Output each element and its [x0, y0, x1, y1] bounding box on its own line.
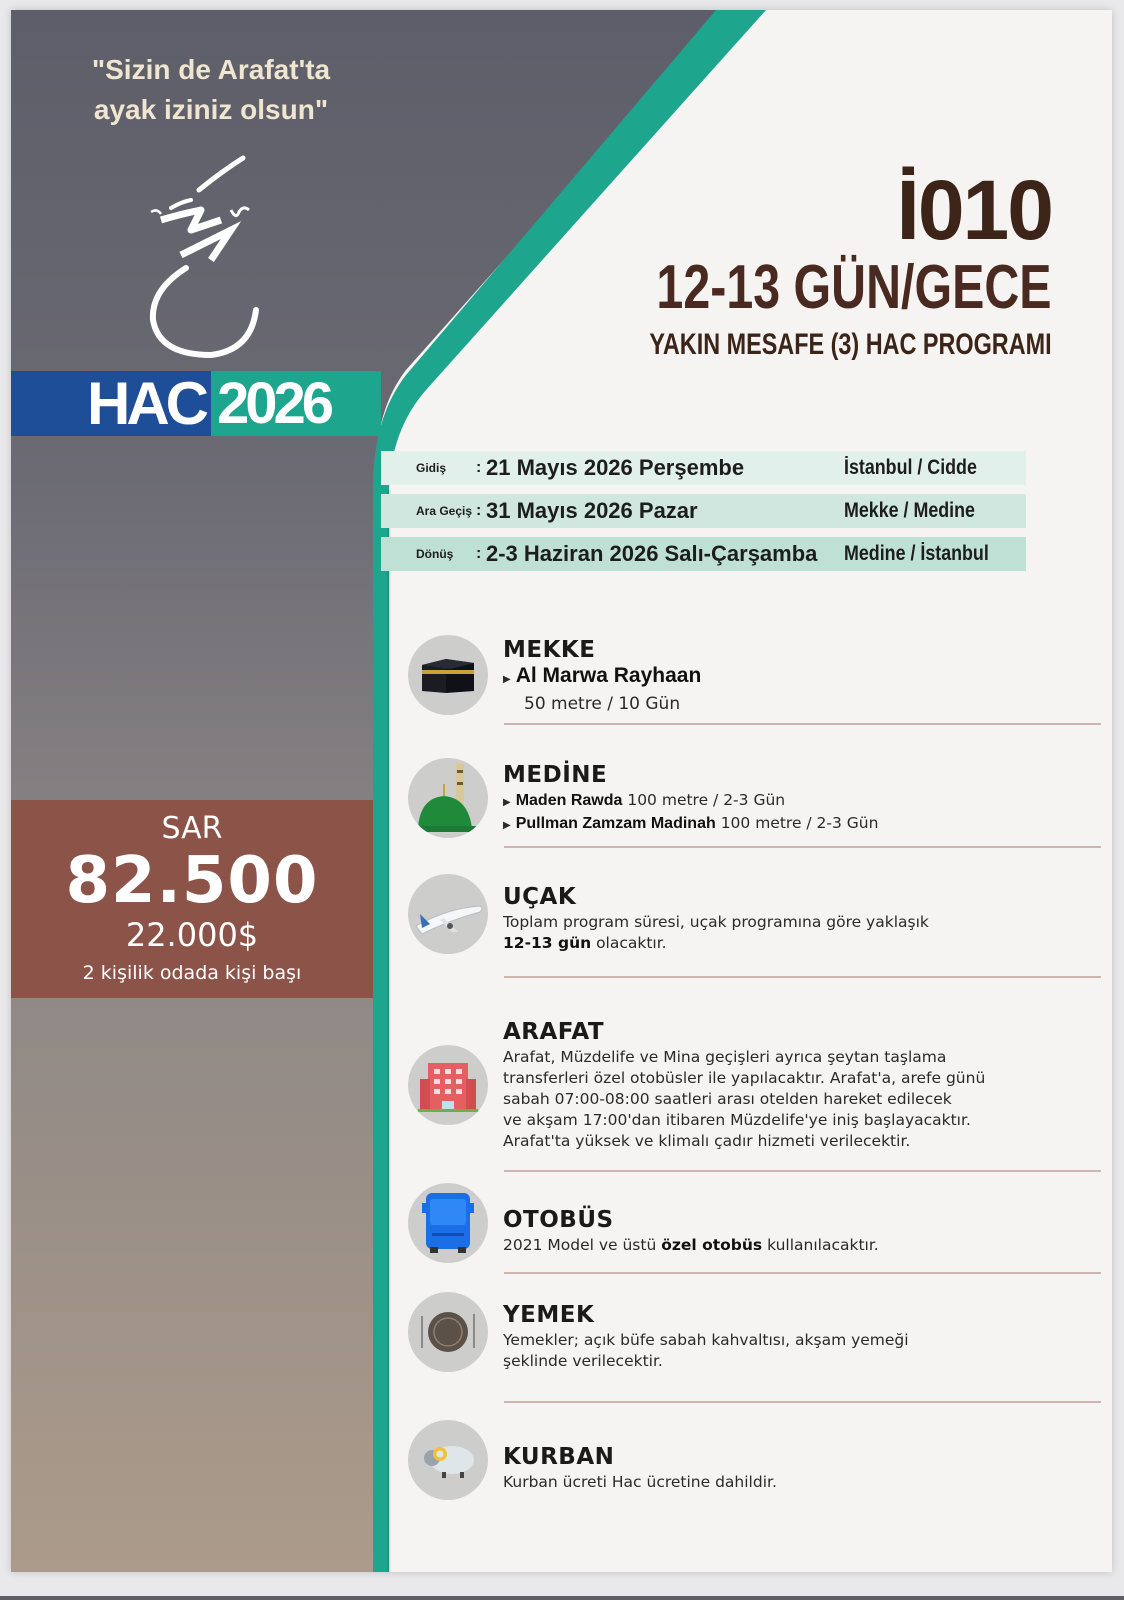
slogan-line-2: ayak iziniz olsun" [93, 94, 329, 125]
divider [504, 723, 1101, 725]
flight-schedule [381, 451, 1026, 580]
feature-title: ARAFAT [503, 1019, 605, 1045]
airplane-icon [408, 874, 488, 954]
description-line: transferleri özel otobüsler ile yapılacaktır. Arafat'a, arefe günü [503, 1069, 986, 1087]
schedule-colon: : [476, 545, 482, 562]
price-note: 2 kişilik odada kişi başı [82, 962, 302, 984]
schedule-route: Mekke / Medine [844, 499, 975, 522]
slogan-line-1: "Sizin de Arafat'ta [91, 54, 331, 85]
divider [504, 976, 1101, 978]
feature-title: UÇAK [503, 884, 577, 910]
hotel-name: Pullman Zamzam Madinah [515, 815, 716, 832]
schedule-date: 31 Mayıs 2026 Pazar [486, 498, 698, 523]
hotel-line [503, 813, 878, 836]
bullet-triangle-icon: ▶ [503, 674, 511, 685]
description-text: kullanılacaktır. [762, 1236, 879, 1254]
bottom-edge [0, 1596, 1124, 1600]
description-text: Toplam program süresi, uçak programına göre yaklaşık [503, 913, 929, 931]
schedule-row-departure [381, 451, 1026, 485]
hotel-detail: 100 metre / 2-3 Gün [720, 814, 879, 832]
description-line: Arafat'ta yüksek ve klimalı çadır hizmeti verilecektir. [503, 1132, 911, 1150]
feature-title: MEDİNE [503, 762, 608, 788]
schedule-route: İstanbul / Cidde [844, 456, 977, 479]
schedule-row-return [381, 537, 1026, 571]
description-line: Yemekler; açık büfe sabah kahvaltısı, akşam yemeği [503, 1331, 909, 1349]
schedule-label: Dönüş [416, 547, 454, 561]
divider [504, 1401, 1101, 1403]
hotel-detail: 50 metre / 10 Gün [524, 694, 681, 714]
plate-cutlery-icon [408, 1292, 488, 1372]
schedule-row-transit [381, 494, 1026, 528]
program-duration: 12-13 GÜN/GECE [656, 253, 1052, 322]
kaaba-icon [408, 635, 488, 715]
price-box [11, 800, 373, 998]
hotel-line [503, 665, 701, 690]
divider [504, 1272, 1101, 1274]
feature-description [503, 1047, 985, 1152]
banner-hac-text: HAC [11, 371, 211, 436]
schedule-label: Gidiş [416, 461, 447, 475]
feature-description [503, 1235, 879, 1256]
description-text: 2021 Model ve üstü [503, 1236, 662, 1254]
banner-year-text: 2026 [211, 371, 381, 436]
schedule-colon: : [476, 459, 482, 476]
divider [504, 1170, 1101, 1172]
description-line: şeklinde verilecektir. [503, 1352, 663, 1370]
schedule-label: Ara Geçiş [416, 504, 473, 518]
price-amount: 82.500 [65, 844, 319, 918]
price-currency: SAR [161, 811, 223, 846]
description-line: sabah 07:00-08:00 saatleri arası otelden hareket edilecek [503, 1090, 952, 1108]
feature-description [503, 912, 1023, 954]
bus-icon [408, 1183, 488, 1263]
hac-2026-banner [11, 371, 421, 436]
hotel-building-icon [408, 1045, 488, 1125]
program-title: YAKIN MESAFE (3) HAC PROGRAMI [649, 328, 1052, 361]
bullet-triangle-icon: ▶ [503, 820, 511, 831]
schedule-colon: : [476, 502, 482, 519]
feature-description: Kurban ücreti Hac ücretine dahildir. [503, 1473, 777, 1491]
hajj-poster [11, 10, 1112, 1572]
hotel-name: Maden Rawda [515, 792, 623, 809]
description-bold: 12-13 gün [503, 934, 592, 952]
schedule-date: 21 Mayıs 2026 Perşembe [486, 455, 745, 480]
feature-title: MEKKE [503, 637, 596, 663]
hotel-line [503, 790, 878, 813]
ram-sheep-icon [408, 1420, 488, 1500]
hotel-name: Al Marwa Rayhaan [515, 664, 702, 687]
green-dome-mosque-icon [408, 758, 488, 838]
slogan [51, 50, 371, 130]
description-bold: özel otobüs [661, 1236, 763, 1254]
feature-title: YEMEK [503, 1302, 595, 1328]
description-line: ve akşam 17:00'dan itibaren Müzdelife'ye iniş başlayacaktır. [503, 1111, 971, 1129]
price-usd: 22.000$ [125, 916, 259, 954]
program-code: İ010 [896, 163, 1052, 257]
feature-title: OTOBÜS [503, 1207, 614, 1233]
divider [504, 846, 1101, 848]
description-line: Arafat, Müzdelife ve Mina geçişleri ayrıca şeytan taşlama [503, 1048, 947, 1066]
feature-title: KURBAN [503, 1444, 615, 1470]
description-text: olacaktır. [591, 934, 667, 952]
feature-description [503, 1330, 909, 1372]
hotel-detail: 100 metre / 2-3 Gün [627, 791, 786, 809]
hajj-calligraphy-logo [131, 150, 281, 365]
bullet-triangle-icon: ▶ [503, 797, 511, 808]
schedule-date: 2-3 Haziran 2026 Salı-Çarşamba [486, 541, 818, 566]
schedule-route: Medine / İstanbul [844, 542, 989, 565]
